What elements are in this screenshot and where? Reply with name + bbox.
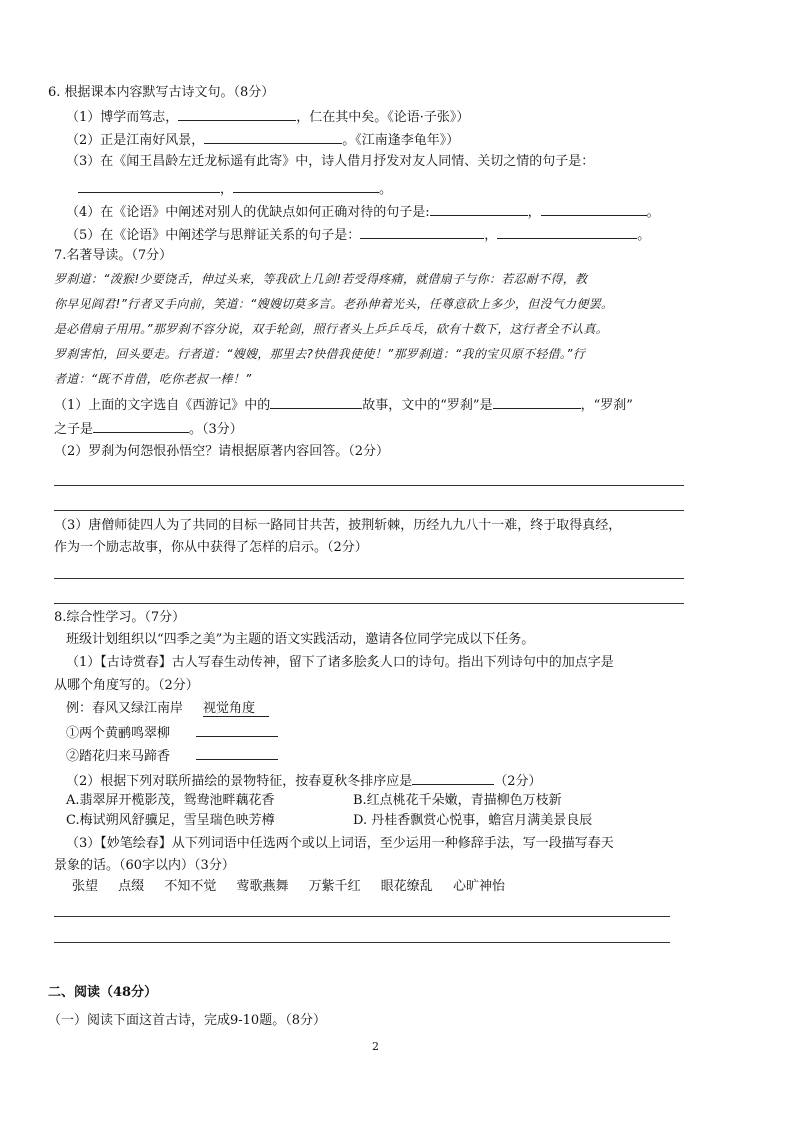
q7-sub-2: （2）罗刹为何怨恨孙悟空？请根据原著内容回答。（2分） — [54, 444, 390, 459]
q6-line-2: （2）正是江南好风景， 。《江南逢李龟年》） — [66, 129, 459, 150]
answer-blank[interactable] — [233, 178, 379, 193]
example-answer: 视觉角度 — [203, 701, 269, 717]
word: 张望 — [72, 879, 99, 894]
word: 不知不觉 — [164, 879, 217, 894]
q6-line-1: （1）博学而笃志， ，仁在其中矣。《论语·子张》） — [66, 106, 469, 127]
q7-sub-1-cont: 之子是 。（3分） — [54, 418, 243, 439]
word: 万紫千红 — [308, 879, 361, 894]
q6-title: 6. 根据课本内容默写古诗文句。（8分） — [48, 85, 275, 100]
q8-title: 8.综合性学习。（7分） — [54, 610, 186, 625]
section-2-subtitle: （一）阅读下面这首古诗，完成9-10题。（8分） — [48, 1013, 326, 1028]
answer-blank[interactable] — [93, 418, 189, 433]
word: 眼花缭乱 — [380, 879, 433, 894]
answer-blank[interactable] — [541, 201, 647, 216]
answer-blank[interactable] — [497, 224, 637, 239]
q8-item-2: ②踏花归来马蹄香 — [66, 745, 278, 766]
word: 心旷神怡 — [452, 879, 505, 894]
answer-blank[interactable] — [493, 394, 581, 409]
q8-sub-2: （2）根据下列对联所描绘的景物特征，按春夏秋冬排序应是 （2分） — [66, 770, 542, 791]
q7-passage-line: 者道：“既不肯借，吃你老叔一棒！” — [54, 372, 252, 386]
q7-sub-3-cont: 作为一个励志故事，你从中获得了怎样的启示。（2分） — [54, 540, 368, 555]
word: 点缀 — [118, 879, 145, 894]
q6-line-4: （4）在《论语》中阐述对别人的优缺点如何正确对待的句子是: ， 。 — [66, 201, 660, 222]
answer-blank[interactable] — [78, 178, 220, 193]
q6-line-3: （3）在《闻王昌龄左迁龙标遥有此寄》中，诗人借月抒发对友人同情、关切之情的句子是： — [66, 154, 595, 169]
answer-blank[interactable] — [412, 770, 494, 785]
q8-item-1: ①两个黄鹂鸣翠柳 — [66, 722, 278, 743]
page-number: 2 — [372, 1040, 379, 1053]
answer-blank[interactable] — [196, 745, 278, 760]
q8-example: 例：春风又绿江南岸 视觉角度 — [66, 700, 269, 718]
q7-sub-3: （3）唐僧师徒四人为了共同的目标一路同甘共苦，披荆斩棘，历经九九八十一难，终于取得真经， — [54, 518, 622, 533]
q7-passage-line: 罗刹道：“泼猴!少要饶舌，伸过头来，等我砍上几剑!若受得疼痛，就借扇子与你：若忍耐不得，教 — [54, 272, 588, 286]
q6-line-3-answer: ， 。 — [78, 178, 392, 199]
q8-option-d: D. 丹桂香飘赏心悦事，蟾宫月满美景良辰 — [353, 813, 593, 828]
answer-blank[interactable] — [270, 394, 362, 409]
q7-title: 7.名著导读。（7分） — [54, 248, 173, 263]
q7-sub-1: （1）上面的文字选自《西游记》中的 故事，文中的“罗刹”是 ，“罗刹” — [54, 394, 633, 415]
section-2-title: 二、阅读（48分） — [48, 985, 158, 1000]
answer-blank[interactable] — [430, 201, 528, 216]
answer-line[interactable] — [54, 942, 670, 943]
q8-word-list — [72, 878, 505, 896]
q8-option-c: C.梅试朔风舒骥足，雪呈瑞色映芳樽 — [66, 813, 275, 828]
q8-sub-1: （1）【古诗赏春】古人写春生动传神，留下了诸多脍炙人口的诗句。指出下列诗句中的加点字是 — [66, 655, 614, 670]
answer-blank[interactable] — [360, 224, 484, 239]
answer-line[interactable] — [54, 578, 684, 579]
answer-line[interactable] — [54, 603, 684, 604]
answer-blank[interactable] — [178, 106, 296, 121]
q7-passage-line: 是必借扇子用用。”那罗刹不容分说，双手轮剑，照行者头上乒乒乓乓，砍有十数下，这行者全不认真。 — [54, 322, 609, 336]
answer-line[interactable] — [54, 916, 670, 917]
answer-blank[interactable] — [196, 722, 278, 737]
word: 莺歌燕舞 — [236, 879, 289, 894]
answer-blank[interactable] — [204, 129, 342, 144]
q8-sub-1-cont: 从哪个角度写的。（2分） — [54, 678, 199, 693]
answer-line[interactable] — [54, 510, 684, 511]
q8-option-a: A.翡翠屏开榄影茂，鸳鸯池畔藕花香 — [66, 793, 275, 808]
q8-sub-3: （3）【妙笔绘春】从下列词语中任选两个或以上词语，至少运用一种修辞手法，写一段描写春天 — [66, 836, 614, 851]
q7-passage-line: 罗刹害怕，回头要走。行者道：“嫂嫂，那里去?快借我使使！”那罗刹道：“我的宝贝原不轻借。”行 — [54, 347, 586, 361]
q8-option-b: B.红点桃花千朵嫩，青描柳色万枝新 — [353, 793, 562, 808]
q6-line-5: （5）在《论语》中阐述学与思辩证关系的句子是： ， 。 — [66, 224, 650, 245]
q8-intro: 班级计划组织以“四季之美”为主题的语文实践活动，邀请各位同学完成以下任务。 — [66, 632, 535, 647]
q7-passage-line: 你早见阎君!”行者叉手向前，笑道：“嫂嫂切莫多言。老孙伸着光头，任尊意砍上多少，但没气力便罢。 — [54, 297, 614, 311]
q8-sub-3-cont: 景象的话。（60字以内）（3分） — [54, 858, 235, 873]
answer-line[interactable] — [54, 485, 684, 486]
